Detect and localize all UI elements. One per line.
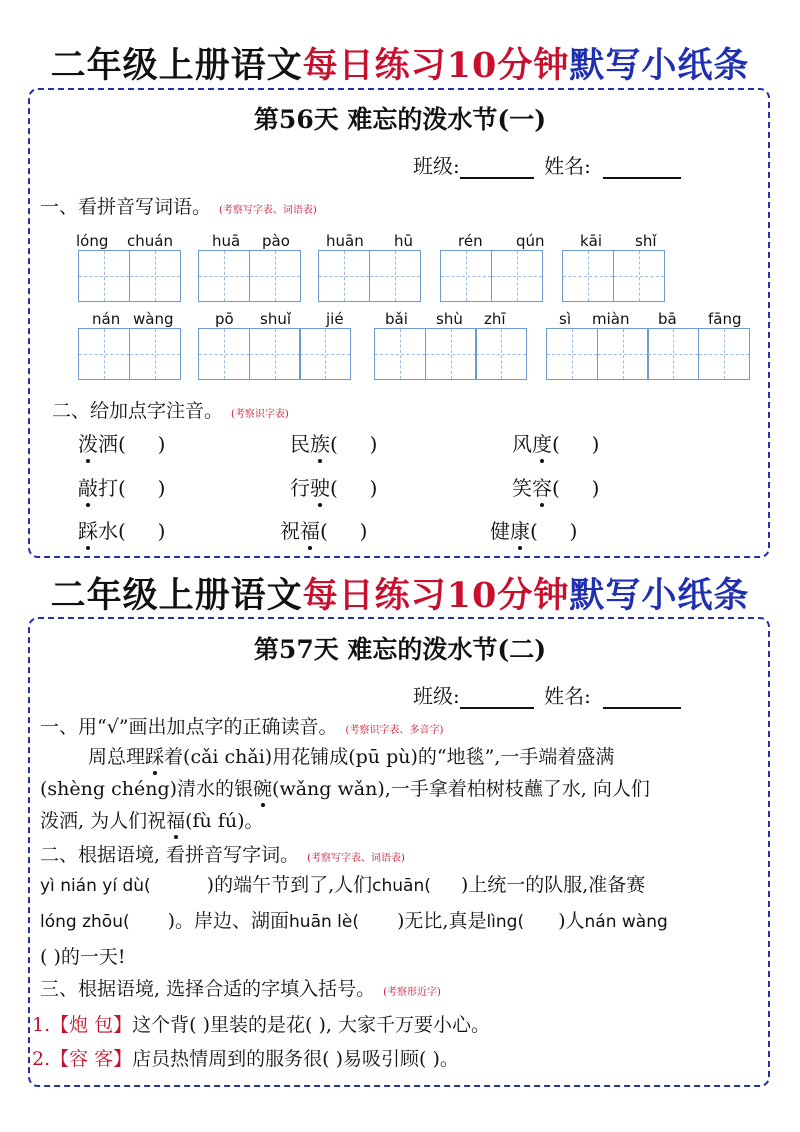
name-blank[interactable] (603, 159, 681, 179)
header-text-blue: 默写小纸条 (569, 575, 750, 616)
pinyin: hū (394, 232, 414, 250)
fill-line[interactable]: ( )的一天! (40, 946, 126, 968)
writing-grid[interactable] (78, 328, 181, 380)
sheet-56-class-name (413, 150, 681, 179)
dotted-char: 康 (510, 519, 530, 543)
choice-label: 2.【容 客】 (32, 1048, 133, 1070)
pinyin: wàng (133, 310, 174, 328)
dotted-char: 福 (166, 810, 186, 832)
answer-blank[interactable]: ( ) (330, 476, 378, 500)
passage-line: 周总理踩着(cǎi chǎi)用花铺成(pū pù)的“地毯”,一手端着盛满 (88, 746, 615, 768)
writing-grid[interactable] (562, 250, 665, 302)
class-blank[interactable] (460, 159, 534, 179)
name-label: 姓名: (544, 154, 591, 178)
choice-line (32, 1010, 490, 1037)
pinyin: pào (262, 232, 290, 250)
choice-text[interactable]: 这个背( )里装的是花( ), 大家千万要小心。 (132, 1014, 490, 1036)
header-text-black: 二年级上册语文 (50, 45, 303, 86)
pinyin: bā (658, 310, 677, 328)
dotted-char: 度 (532, 432, 552, 456)
class-label: 班级: (413, 154, 460, 178)
header-text-red: 每日练习10分钟 (302, 575, 570, 616)
dotted-char: 踩 (78, 519, 98, 543)
passage-line: 泼洒, 为人们祝福(fù fú)。 (40, 810, 264, 832)
pinyin: jié (326, 310, 344, 328)
answer-blank[interactable]: ( ) (330, 432, 378, 456)
section-1-heading: 一、看拼音写词语。 (40, 196, 212, 218)
writing-grid[interactable] (546, 328, 750, 380)
writing-grid[interactable] (78, 250, 181, 302)
answer-blank[interactable]: ( ) (118, 476, 166, 500)
answer-blank[interactable]: ( ) (552, 432, 600, 456)
sheet-56-section-1 (40, 192, 317, 219)
word-item: 祝福( ) (280, 519, 368, 543)
writing-grid[interactable] (440, 250, 543, 302)
class-label: 班级: (413, 684, 460, 708)
sheet-56-section-2 (52, 396, 289, 423)
pinyin: pō (215, 310, 234, 328)
answer-blank[interactable]: ( ) (118, 519, 166, 543)
answer-blank[interactable]: ( ) (530, 519, 578, 543)
pinyin: nán (92, 310, 121, 328)
dotted-char: 踩 (145, 746, 165, 768)
sheet-57-section-3 (40, 974, 441, 1001)
dotted-char: 泼 (78, 432, 98, 456)
sheet-57-section-1 (40, 712, 443, 739)
pinyin: bǎi (385, 310, 408, 328)
pinyin: sì (559, 310, 571, 328)
answer-blank[interactable]: ( ) (118, 432, 166, 456)
pinyin: shǐ (635, 232, 657, 250)
fill-line: lóng zhōu( )。岸边、湖面huān lè( )无比,真是lìng( )人nán wàng (40, 910, 668, 932)
header-text-blue: 默写小纸条 (569, 45, 750, 86)
passage-line: (shèng chéng)清水的银碗(wǎng wǎn),一手拿着柏树枝蘸了水, 向人们 (40, 778, 650, 800)
section-2-heading: 二、根据语境, 看拼音写字词。 (40, 844, 300, 866)
pinyin: miàn (592, 310, 630, 328)
dotted-char: 敲 (78, 476, 98, 500)
word-item: 笑容( ) (512, 476, 600, 500)
pinyin: chuán (127, 232, 173, 250)
choice-label: 1.【炮 包】 (32, 1014, 133, 1036)
writing-grid[interactable] (318, 250, 421, 302)
pinyin: huān (326, 232, 364, 250)
answer-blank[interactable]: ( ) (552, 476, 600, 500)
pinyin: shuǐ (260, 310, 291, 328)
word-item: 泼洒( ) (78, 432, 166, 456)
dotted-char: 容 (532, 476, 552, 500)
word-item: 风度( ) (512, 432, 600, 456)
dotted-char: 驶 (310, 476, 330, 500)
name-label: 姓名: (544, 684, 591, 708)
sheet-57-section-2 (40, 840, 405, 867)
section-2-note: (考察写字表、词语表) (307, 853, 405, 864)
writing-grid[interactable] (374, 328, 527, 380)
word-item: 行驶( ) (290, 476, 378, 500)
section-1-heading: 一、用“√”画出加点字的正确读音。 (40, 716, 338, 738)
pinyin: rén (458, 232, 483, 250)
pinyin: fāng (708, 310, 742, 328)
class-blank[interactable] (460, 689, 534, 709)
choice-line (32, 1044, 459, 1071)
worksheet-header-1 (0, 38, 800, 88)
fill-line: yì nián yí dù( )的端午节到了,人们chuān( )上统一的队服,准备赛 (40, 874, 646, 896)
word-item: 踩水( ) (78, 519, 166, 543)
writing-grid[interactable] (198, 250, 301, 302)
sheet-56-title: 第56天 难忘的泼水节(一) (253, 105, 547, 134)
header-text-red: 每日练习10分钟 (302, 45, 570, 86)
dotted-char: 族 (310, 432, 330, 456)
word-item: 民族( ) (290, 432, 378, 456)
pinyin: shù (436, 310, 463, 328)
pinyin: qún (516, 232, 545, 250)
header-text-black: 二年级上册语文 (50, 575, 303, 616)
choice-text[interactable]: 店员热情周到的服务很( )易吸引顾( )。 (132, 1048, 459, 1070)
section-1-note: (考察识字表、多音字) (345, 725, 444, 736)
sheet-57-class-name (413, 680, 681, 709)
dotted-char: 碗 (253, 778, 273, 800)
dotted-char: 福 (300, 519, 320, 543)
section-2-heading: 二、给加点字注音。 (52, 400, 224, 422)
word-item: 敲打( ) (78, 476, 166, 500)
answer-blank[interactable]: ( ) (320, 519, 368, 543)
worksheet-header-2 (0, 568, 800, 618)
pinyin: lóng (76, 232, 109, 250)
word-item: 健康( ) (490, 519, 578, 543)
section-1-note: (考察写字表、词语表) (219, 205, 317, 216)
writing-grid[interactable] (198, 328, 351, 380)
section-2-note: (考察识字表) (231, 409, 289, 420)
section-3-note: (考察形近字) (383, 987, 441, 998)
pinyin: huā (212, 232, 241, 250)
section-3-heading: 三、根据语境, 选择合适的字填入括号。 (40, 978, 376, 1000)
pinyin: zhī (484, 310, 506, 328)
sheet-57-title: 第57天 难忘的泼水节(二) (253, 635, 547, 664)
name-blank[interactable] (603, 689, 681, 709)
pinyin: kāi (580, 232, 603, 250)
